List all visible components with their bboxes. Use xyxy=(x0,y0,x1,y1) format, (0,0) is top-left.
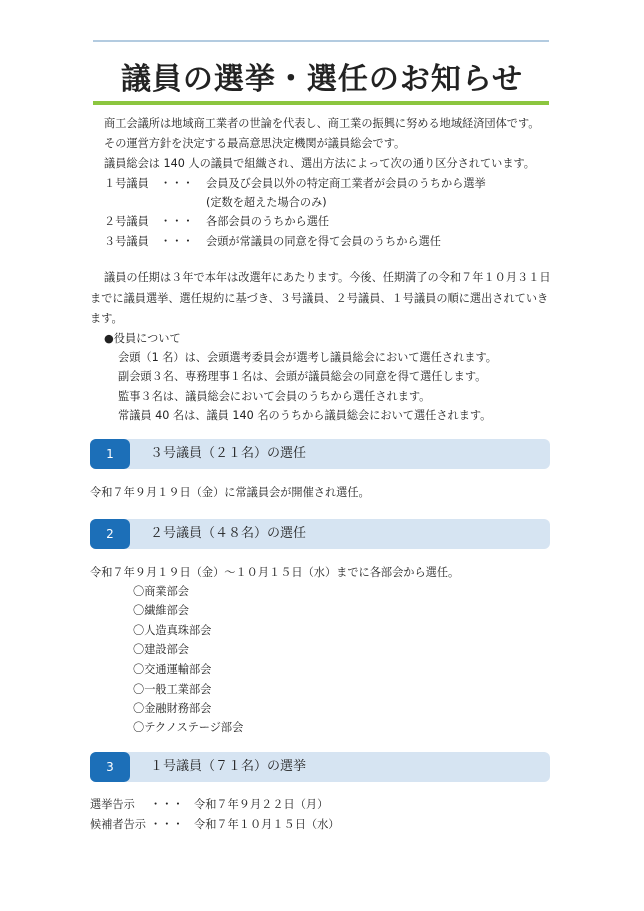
section-1-number: 1 xyxy=(90,439,130,469)
officers-heading: ●役員について xyxy=(104,332,181,345)
section-3-number: 3 xyxy=(90,752,130,782)
intro-line-1: 商工会議所は地域商工業者の世論を代表し、商工業の振興に努める地域経済団体です。 xyxy=(104,117,540,130)
section-1-text: 令和７年９月１９日（金）に常議員会が開催され選任。 xyxy=(90,486,370,499)
section-2-title: ２号議員（４８名）の選任 xyxy=(150,526,307,541)
committee-item: 〇交通運輸部会 xyxy=(133,663,212,676)
member-type-dots: ・・・ xyxy=(160,215,194,228)
term-line-2: までに議員選挙、選任規約に基づき、３号議員、２号議員、１号議員の順に選出されていき xyxy=(90,292,549,305)
intro-line-2: その運営方針を決定する最高意思決定機関が議員総会です。 xyxy=(104,137,406,150)
section-1-header xyxy=(90,439,550,469)
member-type-desc: 会員及び会員以外の特定商工業者が会員のうちから選挙 xyxy=(206,177,486,190)
section-1-title: ３号議員（２１名）の選任 xyxy=(150,446,307,461)
committee-item: 〇商業部会 xyxy=(133,585,189,598)
candidate-notice-dots: ・・・ xyxy=(150,818,184,831)
committee-item: 〇一般工業部会 xyxy=(133,683,212,696)
officer-item: 監事３名は、議員総会において会員のうちから選任されます。 xyxy=(118,390,431,403)
section-2-number: 2 xyxy=(90,519,130,549)
member-type-dots: ・・・ xyxy=(160,177,194,190)
committee-item: 〇繊維部会 xyxy=(133,604,189,617)
officer-item: 会頭（1 名）は、会頭選考委員会が選考し議員総会において選任されます。 xyxy=(118,351,497,364)
section-2-text: 令和７年９月１９日（金）～１０月１５日（水）までに各部会から選任。 xyxy=(90,566,460,579)
term-line-1: 議員の任期は３年で本年は改選年にあたります。今後、任期満了の令和７年１０月３１日 xyxy=(104,271,551,284)
candidate-notice-label: 候補者告示 xyxy=(90,818,146,831)
section-3-header xyxy=(90,752,550,782)
section-3-title: １号議員（７１名）の選挙 xyxy=(150,759,307,774)
term-line-3: ます。 xyxy=(90,312,123,325)
member-type-desc: 各部会員のうちから選任 xyxy=(206,215,330,228)
election-notice-label: 選挙告示 xyxy=(90,798,135,811)
member-type-label: ３号議員 xyxy=(104,235,149,248)
title-underline xyxy=(93,101,549,105)
member-type-desc: 会頭が常議員の同意を得て会員のうちから選任 xyxy=(206,235,441,248)
officer-item: 常議員 40 名は、議員 140 名のうちから議員総会において選任されます。 xyxy=(118,409,492,422)
candidate-notice-date: 令和７年１０月１５日（水） xyxy=(194,818,340,831)
election-notice-dots: ・・・ xyxy=(150,798,184,811)
member-type-note: (定数を超えた場合のみ) xyxy=(206,196,327,209)
intro-line-3: 議員総会は 140 人の議員で組織され、選出方法によって次の通り区分されています。 xyxy=(104,157,535,170)
committee-item: 〇テクノステージ部会 xyxy=(133,721,244,734)
committee-item: 〇建設部会 xyxy=(133,643,189,656)
committee-item: 〇人造真珠部会 xyxy=(133,624,212,637)
page-title: 議員の選挙・選任のお知らせ xyxy=(120,62,524,97)
committee-item: 〇金融財務部会 xyxy=(133,702,212,715)
section-2-header xyxy=(90,519,550,549)
officer-item: 副会頭３名、専務理事１名は、会頭が議員総会の同意を得て選任します。 xyxy=(118,370,487,383)
member-type-label: １号議員 xyxy=(104,177,149,190)
election-notice-date: 令和７年９月２２日（月） xyxy=(194,798,329,811)
member-type-label: ２号議員 xyxy=(104,215,149,228)
member-type-dots: ・・・ xyxy=(160,235,194,248)
top-divider xyxy=(93,40,549,42)
